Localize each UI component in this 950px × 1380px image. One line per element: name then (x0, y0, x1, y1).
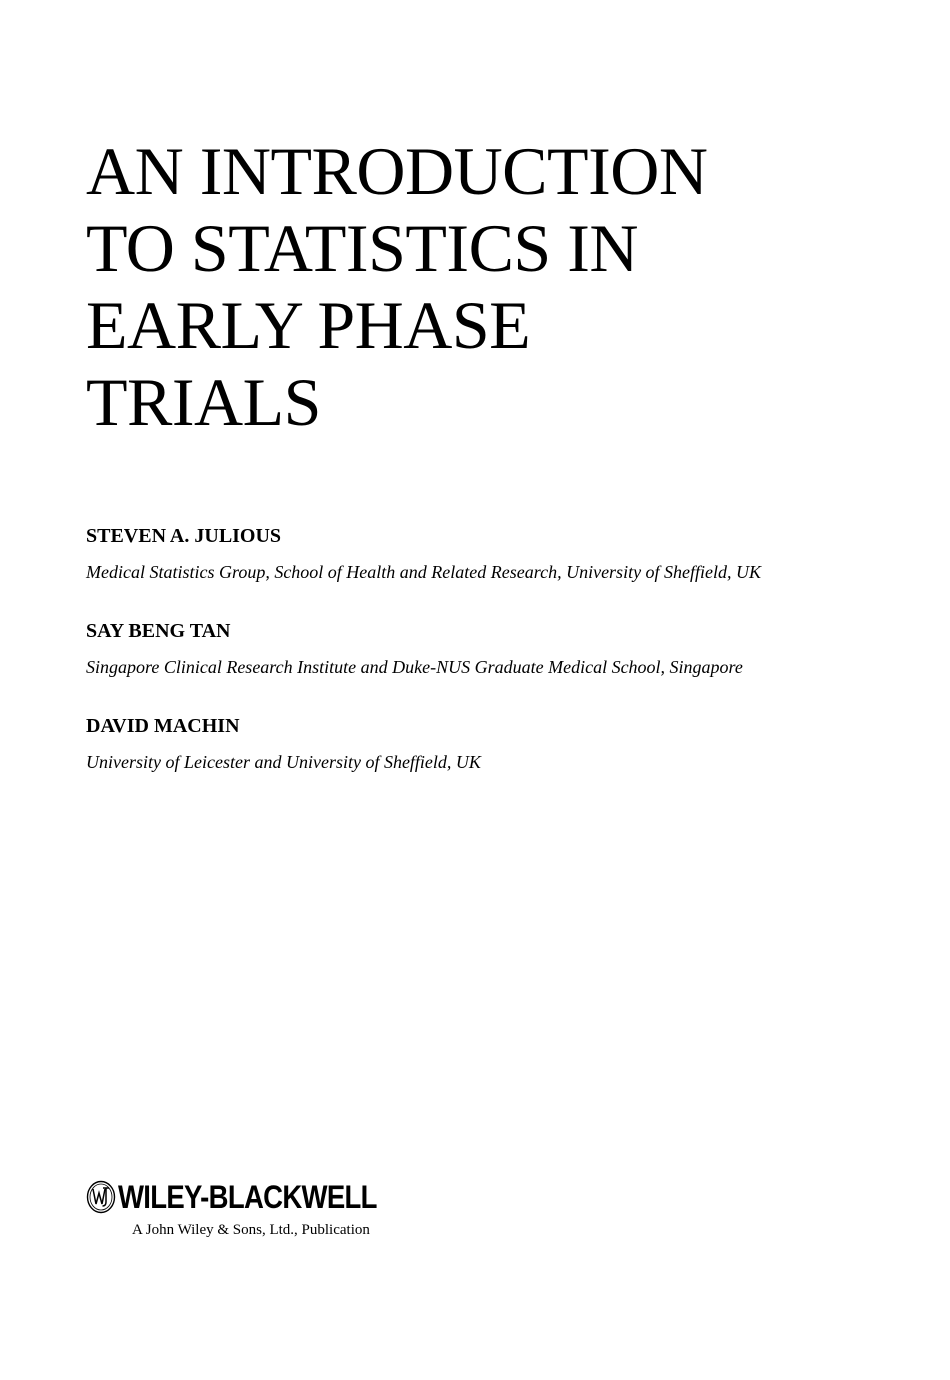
title-line: AN INTRODUCTION (86, 133, 708, 209)
publisher-block (86, 1178, 486, 1239)
author-affiliation: University of Leicester and University of Sheffield, UK (86, 752, 481, 772)
author-block (86, 524, 906, 583)
author-block (86, 619, 906, 678)
wiley-monogram-icon (86, 1180, 116, 1214)
author-affiliation: Singapore Clinical Research Institute and Duke-NUS Graduate Medical School, Singapore (86, 657, 743, 677)
author-affiliation: Medical Statistics Group, School of Health and Related Research, University of Sheffield, UK (86, 562, 762, 582)
author-name: STEVEN A. JULIOUS (86, 525, 282, 547)
publisher-name: WILEY-BLACKWELL (118, 1179, 377, 1215)
publisher-logo-row (86, 1178, 486, 1216)
publisher-tagline: A John Wiley & Sons, Ltd., Publication (132, 1222, 370, 1238)
book-title (86, 133, 906, 441)
author-name: DAVID MACHIN (86, 715, 240, 737)
author-block (86, 714, 906, 773)
title-line: TO STATISTICS IN (86, 210, 639, 286)
title-line: EARLY PHASE (86, 287, 531, 363)
author-name: SAY BENG TAN (86, 620, 231, 642)
title-line: TRIALS (86, 364, 321, 440)
